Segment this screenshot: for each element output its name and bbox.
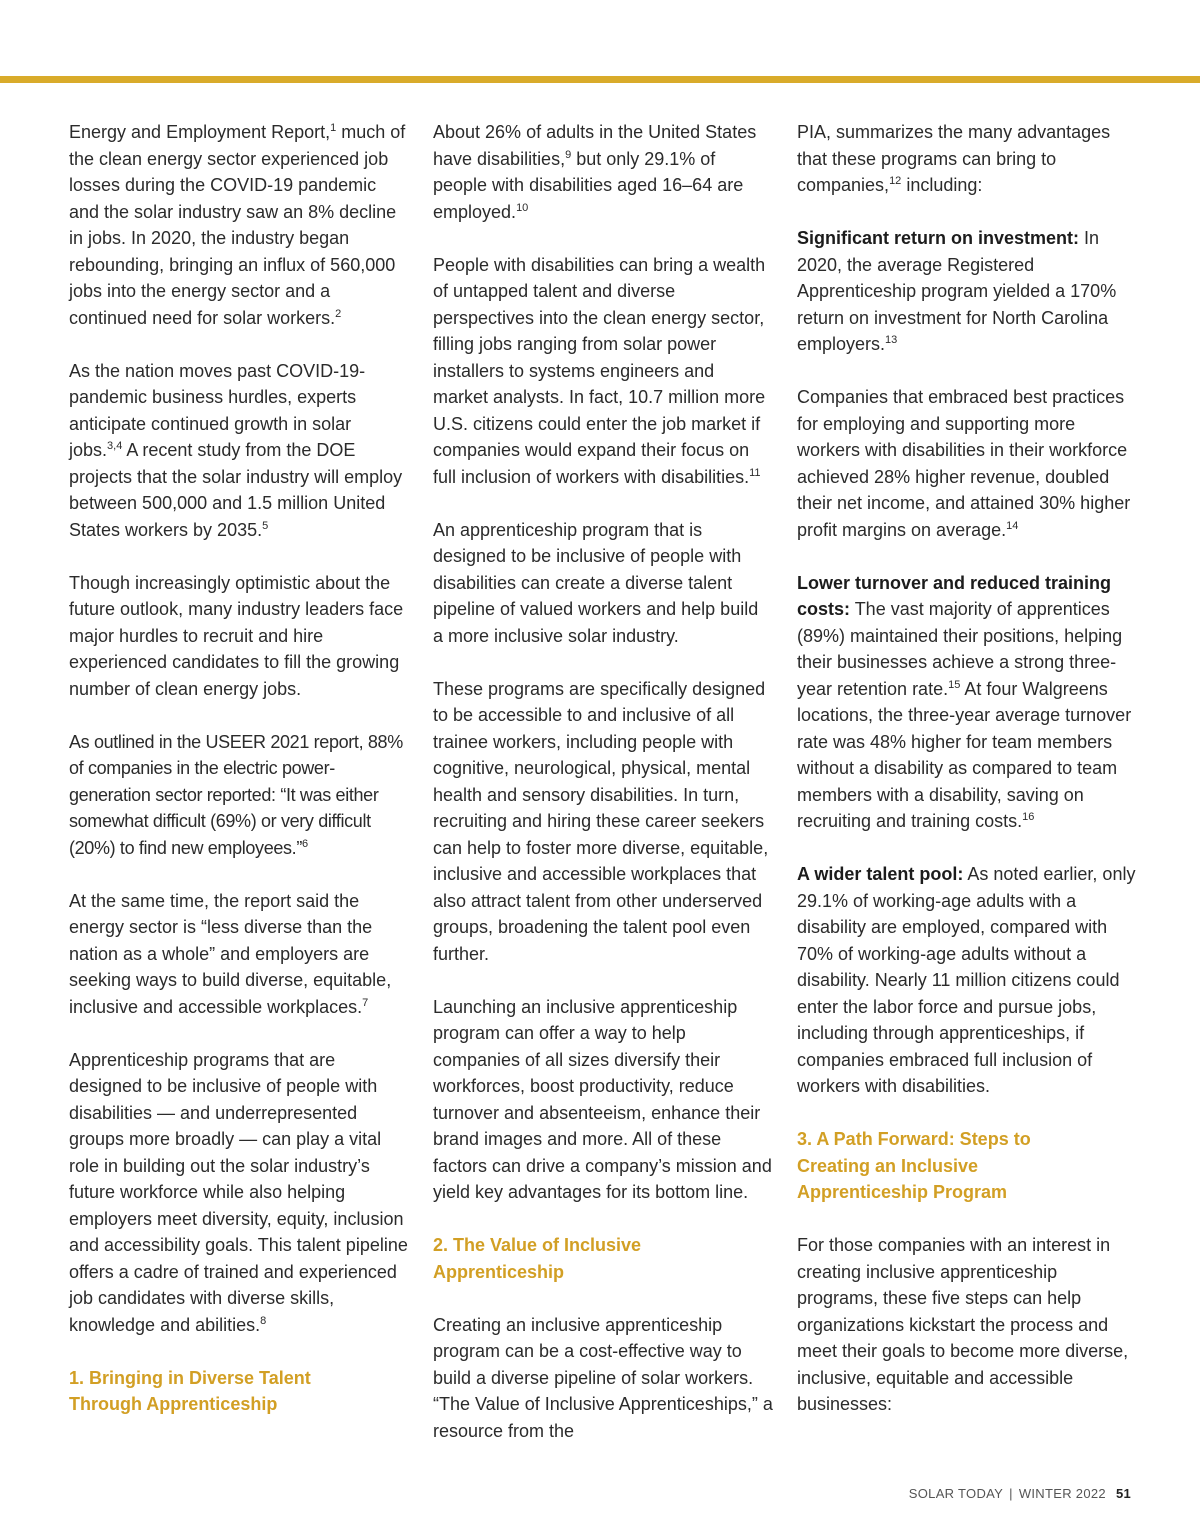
bold-lead: Lower turnover and reduced training costs: [797,572,1112,619]
footnote-ref: 1 [330,122,337,134]
footnote-ref: 8 [260,1314,267,1327]
paragraph: At the same time, the report said the energy sector is “less diverse than the nation as a whole” and employers are seeking ways to build diverse, equitable, inclusive and accessible workplaces.$^7$ [69,890,392,1017]
footnote-ref: 16 [1022,811,1035,823]
paragraph: These programs are specifically designed to be accessible to and inclusive of all trainee workers, including people with cognitive, neurological, physical, mental health and sensory disabilities. In turn, recruiting and hiring these career seekers can help to foster more diverse, equitable, inclusive and accessible workplaces that also attract talent from other underserved groups, broadening the talent pool even further. [433,678,769,964]
text-column-1 [69,119,409,1444]
paragraph: An apprenticeship program that is designed to be inclusive of people with disabilities can create a diverse talent pipeline of valued workers and help build a more inclusive solar industry. [433,519,759,646]
section-heading-1: 1. Bringing in Diverse Talent Through Apprenticeship [69,1367,311,1414]
text-column-2 [433,119,773,1471]
paragraph: A wider talent pool: As noted earlier, only 29.1% of working-age adults with a disability are employed, compared with 70% of working-age adults without a disability. Nearly 11 million citizens could enter the labor force and pursue jobs, including through apprenticeships, if companies embraced full inclusion of workers with disabilities. [797,864,1136,1096]
page-number: 51 [1115,1486,1131,1501]
paragraph: As outlined in the USEER 2021 report, 88% of companies in the electric power-generation sector reported: “It was either somewhat difficult (69%) or very difficult (20%) to find new employees.”$^6$ [69,731,403,858]
section-heading-2: 2. The Value of Inclusive Apprenticeship [433,1235,642,1282]
footnote-ref: 14 [1006,519,1019,532]
bold-lead: Significant return on investment: [797,228,1080,248]
footnote-ref: 3,4 [107,440,123,452]
bold-lead: A wider talent pool: [797,864,964,884]
footer-separator: | [1009,1486,1013,1501]
top-accent-rule [0,76,1200,83]
footnote-ref: 10 [516,201,529,214]
paragraph: About 26% of adults in the United States have disabilities,$^9$ but only 29.1% of people with disabilities aged 16–64 are employed.$^{10}$ [433,122,757,222]
paragraph: Lower turnover and reduced training costs: The vast majority of apprentices (89%) maintained their positions, helping their businesses achieve a strong three-year retention rate.$^{15}$ At four Walgreens locations, the three-year average turnover rate was 48% higher for team members without a disability as compared to team members with a disability, saving on recruiting and training costs.$^{16}$ [797,572,1132,831]
page-footer [909,1486,1131,1501]
paragraph: PIA, summarizes the many advantages that these programs can bring to companies,$^{12}$ including: [797,122,1111,195]
paragraph: Launching an inclusive apprenticeship program can offer a way to help companies of all sizes diversify their workforces, boost productivity, reduce turnover and absenteeism, enhance their brand images and more. All of these factors can drive a company’s mission and yield key advantages for its bottom line. [433,996,772,1202]
paragraph: Creating an inclusive apprenticeship program can be a cost-effective way to build a diverse pipeline of solar workers. “The Value of Inclusive Apprenticeships,” a resource from the [433,1314,773,1441]
footnote-ref: 13 [885,334,898,346]
paragraph: Energy and Employment Report,$^1$ much of the clean energy sector experienced job losses during the COVID-19 pandemic and the solar industry saw an 8% decline in jobs. In 2020, the industry began rebounding, bringing an influx of 560,000 jobs into the energy sector and a continued need for solar workers.$^2$ [69,122,406,328]
footnote-ref: 5 [262,519,269,532]
publication-name: SOLAR TODAY [908,1486,1004,1501]
footnote-ref: 9 [565,148,572,161]
footnote-ref: 7 [362,996,369,1009]
paragraph: People with disabilities can bring a wealth of untapped talent and diverse perspectives into the clean energy sector, filling jobs ranging from solar power installers to systems engineers and market analysts. In fact, 10.7 million more U.S. citizens could enter the job market if companies would expand their focus on full inclusion of workers with disabilities.$^{11}$ [433,254,766,487]
footnote-ref: 2 [335,307,342,320]
paragraph: Apprenticeship programs that are designed to be inclusive of people with disabilities — and underrepresented groups more broadly — can play a vital role in building out the solar industry’s future workforce while also helping employers meet diversity, equity, inclusion and accessibility goals. This talent pipeline offers a cadre of trained and experienced job candidates with diverse skills, knowledge and abilities.$^8$ [69,1049,408,1335]
paragraph: As the nation moves past COVID-19-pandemic business hurdles, experts anticipate continued growth in solar jobs.$^{3,4}$ A recent study from the DOE projects that the solar industry will employ between 500,000 and 1.5 million United States workers by 2035.$^5$ [69,360,403,540]
section-heading-3: 3. A Path Forward: Steps to Creating an Inclusive Apprenticeship Program [797,1129,1031,1202]
footnote-ref: 12 [889,175,902,187]
footnote-ref: 15 [948,678,961,691]
paragraph: Though increasingly optimistic about the future outlook, many industry leaders face major hurdles to recruit and hire experienced candidates to fill the growing number of clean energy jobs. [69,572,404,699]
footnote-ref: 11 [749,466,761,479]
footnote-ref: 6 [301,837,308,850]
paragraph: Companies that embraced best practices for employing and supporting more workers with disabilities in their workforce achieved 28% higher revenue, doubled their net income, and attained 30% higher profit margins on average.$^{14}$ [797,387,1131,540]
text-column-3 [797,119,1137,1444]
paragraph: For those companies with an interest in creating inclusive apprenticeship programs, these five steps can help organizations kickstart the process and meet their goals to become more diverse, inclusive, equitable and accessible businesses: [797,1235,1129,1414]
issue-label: WINTER 2022 [1018,1486,1106,1501]
paragraph: Significant return on investment: In 2020, the average Registered Apprenticeship program yielded a 170% return on investment for North Carolina employers.$^{13}$ [797,228,1117,354]
